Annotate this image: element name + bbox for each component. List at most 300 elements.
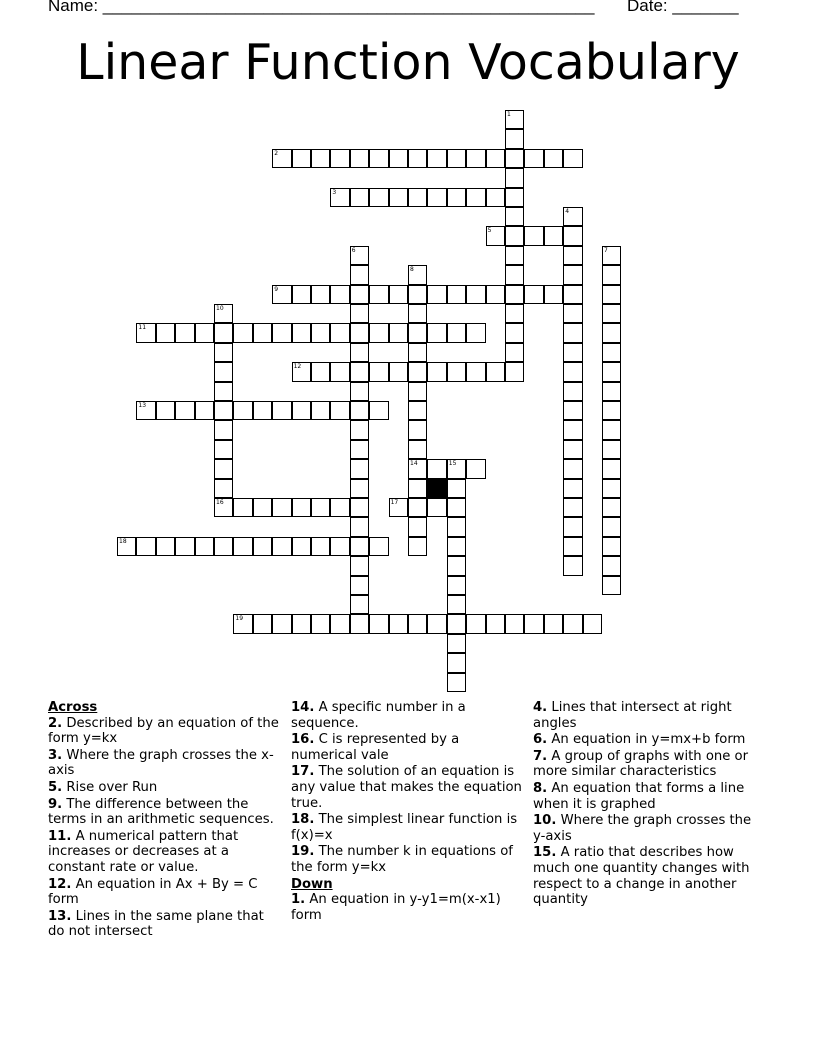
clue-text: An equation that forms a line when it is graphed xyxy=(533,780,745,812)
clue-number: 4 xyxy=(565,208,570,215)
grid-cell[interactable] xyxy=(408,459,427,478)
grid-cell[interactable] xyxy=(505,188,524,207)
clues-column-3 xyxy=(533,700,765,909)
grid-cell[interactable] xyxy=(292,614,311,633)
clue-item xyxy=(533,813,765,844)
clue-number: 14 xyxy=(410,460,418,468)
grid-cell[interactable] xyxy=(214,382,233,401)
grid-cell[interactable] xyxy=(427,188,446,207)
grid-cell[interactable] xyxy=(408,498,427,517)
grid-cell[interactable] xyxy=(447,323,466,342)
clue-item xyxy=(48,716,280,747)
grid-cell[interactable] xyxy=(563,382,582,401)
clue-number-label: 19. xyxy=(291,844,315,860)
grid-cell[interactable] xyxy=(505,304,524,323)
grid-cell[interactable] xyxy=(233,323,252,342)
grid-cell[interactable] xyxy=(214,420,233,439)
grid-cell[interactable] xyxy=(311,614,330,633)
clue-number-label: 15. xyxy=(533,845,557,861)
grid-cell[interactable] xyxy=(466,362,485,381)
grid-cell[interactable] xyxy=(272,149,291,168)
grid-cell[interactable] xyxy=(214,343,233,362)
grid-cell[interactable] xyxy=(350,285,369,304)
clue-item xyxy=(533,781,765,812)
clue-item xyxy=(48,748,280,779)
grid-cell[interactable] xyxy=(563,556,582,575)
grid-cell[interactable] xyxy=(447,149,466,168)
clue-number: 15 xyxy=(448,460,457,468)
grid-cell[interactable] xyxy=(350,479,369,498)
clue-text: C is represented by a numerical vale xyxy=(291,732,460,763)
grid-cell[interactable] xyxy=(330,537,349,556)
clue-number: 19 xyxy=(235,615,244,623)
grid-cell[interactable] xyxy=(602,246,621,265)
grid-cell[interactable] xyxy=(311,537,330,556)
grid-cell[interactable] xyxy=(350,188,369,207)
grid-cell[interactable] xyxy=(253,498,272,517)
grid-cell[interactable] xyxy=(563,401,582,420)
grid-cell[interactable] xyxy=(350,304,369,323)
grid-cell[interactable] xyxy=(408,517,427,536)
across-heading: Across xyxy=(48,700,98,715)
clue-number: 10 xyxy=(216,305,224,312)
grid-cell[interactable] xyxy=(253,614,272,633)
grid-cell[interactable] xyxy=(602,440,621,459)
grid-cell[interactable] xyxy=(330,498,349,517)
grid-cell[interactable] xyxy=(350,517,369,536)
clue-text: Where the graph crosses the y-axis xyxy=(533,813,752,844)
grid-cell[interactable] xyxy=(330,285,349,304)
grid-cell[interactable] xyxy=(602,323,621,342)
grid-cell[interactable] xyxy=(350,556,369,575)
clue-number-label: 5. xyxy=(48,779,63,795)
clue-number: 13 xyxy=(138,402,147,409)
grid-cell[interactable] xyxy=(563,479,582,498)
grid-cell[interactable] xyxy=(272,401,291,420)
clue-text: Rise over Run xyxy=(62,779,158,795)
grid-cell[interactable] xyxy=(602,343,621,362)
grid-cell[interactable] xyxy=(350,420,369,439)
grid-cell[interactable] xyxy=(350,382,369,401)
grid-cell[interactable] xyxy=(544,614,563,633)
grid-cell[interactable] xyxy=(563,459,582,478)
grid-cell[interactable] xyxy=(408,382,427,401)
grid-cell[interactable] xyxy=(214,440,233,459)
grid-cell[interactable] xyxy=(350,246,369,265)
clue-item xyxy=(533,845,765,907)
grid-cell[interactable] xyxy=(233,614,252,633)
clue-number-label: 9. xyxy=(48,796,63,812)
grid-cell[interactable] xyxy=(369,285,388,304)
grid-cell[interactable] xyxy=(350,343,369,362)
grid-cell[interactable] xyxy=(466,459,485,478)
clue-number: 17 xyxy=(390,499,399,506)
grid-cell[interactable] xyxy=(427,149,446,168)
grid-cell[interactable] xyxy=(408,440,427,459)
grid-cell[interactable] xyxy=(350,149,369,168)
clue-item xyxy=(533,749,765,780)
clue-text: An equation in y=mx+b form xyxy=(547,732,746,748)
grid-cell[interactable] xyxy=(563,285,582,304)
grid-cell[interactable] xyxy=(602,401,621,420)
grid-cell[interactable] xyxy=(389,149,408,168)
grid-cell[interactable] xyxy=(505,246,524,265)
grid-cell[interactable] xyxy=(447,498,466,517)
grid-cell[interactable] xyxy=(369,537,388,556)
clue-number: 6 xyxy=(351,246,356,254)
clue-number: 2 xyxy=(274,149,279,157)
date-field-label: Date: _______ xyxy=(627,0,739,15)
grid-cell[interactable] xyxy=(602,304,621,323)
grid-cell[interactable] xyxy=(156,323,175,342)
grid-cell[interactable] xyxy=(389,188,408,207)
grid-cell[interactable] xyxy=(408,285,427,304)
grid-cell[interactable] xyxy=(602,576,621,595)
grid-cell[interactable] xyxy=(233,401,252,420)
grid-cell[interactable] xyxy=(427,498,446,517)
grid-cell[interactable] xyxy=(175,323,194,342)
grid-cell[interactable] xyxy=(253,323,272,342)
clue-item xyxy=(291,764,523,811)
grid-cell[interactable] xyxy=(350,401,369,420)
grid-cell[interactable] xyxy=(292,498,311,517)
grid-cell[interactable] xyxy=(350,323,369,342)
grid-cell[interactable] xyxy=(602,556,621,575)
grid-cell[interactable] xyxy=(427,362,446,381)
grid-cell[interactable] xyxy=(602,285,621,304)
grid-cell[interactable] xyxy=(505,207,524,226)
grid-cell[interactable] xyxy=(330,362,349,381)
grid-cell[interactable] xyxy=(602,362,621,381)
grid-cell[interactable] xyxy=(195,323,214,342)
clue-number-label: 6. xyxy=(533,732,548,748)
grid-cell[interactable] xyxy=(253,537,272,556)
grid-cell[interactable] xyxy=(602,265,621,284)
grid-cell[interactable] xyxy=(524,149,543,168)
grid-cell[interactable] xyxy=(350,440,369,459)
grid-cell[interactable] xyxy=(447,188,466,207)
clue-text: The number k in equations of the form y=kx xyxy=(291,844,513,875)
clue-text: The solution of an equation is any value that makes the equation true. xyxy=(291,764,522,811)
grid-cell[interactable] xyxy=(447,517,466,536)
clue-item xyxy=(291,812,523,843)
grid-cell[interactable] xyxy=(505,362,524,381)
grid-cell[interactable] xyxy=(486,226,505,245)
grid-cell[interactable] xyxy=(408,420,427,439)
grid-cell[interactable] xyxy=(214,459,233,478)
clue-number: 5 xyxy=(487,227,492,235)
grid-cell[interactable] xyxy=(272,498,291,517)
clue-number: 18 xyxy=(119,537,127,545)
grid-cell[interactable] xyxy=(330,149,349,168)
grid-cell[interactable] xyxy=(350,576,369,595)
grid-cell[interactable] xyxy=(466,614,485,633)
grid-cell[interactable] xyxy=(330,323,349,342)
grid-cell[interactable] xyxy=(505,110,524,129)
grid-cell[interactable] xyxy=(602,479,621,498)
grid-cell[interactable] xyxy=(408,323,427,342)
grid-cell[interactable] xyxy=(292,362,311,381)
grid-cell[interactable] xyxy=(505,614,524,633)
clue-text: A numerical pattern that increases or decreases at a constant rate or value. xyxy=(48,828,239,875)
grid-cell[interactable] xyxy=(408,304,427,323)
grid-cell[interactable] xyxy=(524,226,543,245)
grid-cell[interactable] xyxy=(466,323,485,342)
grid-cell[interactable] xyxy=(311,498,330,517)
grid-cell[interactable] xyxy=(486,362,505,381)
grid-cell[interactable] xyxy=(447,653,466,672)
clue-number: 1 xyxy=(507,111,511,118)
grid-cell[interactable] xyxy=(408,479,427,498)
grid-cell[interactable] xyxy=(563,362,582,381)
grid-cell[interactable] xyxy=(563,323,582,342)
grid-cell[interactable] xyxy=(214,401,233,420)
clue-item xyxy=(291,892,523,923)
clue-number: 3 xyxy=(332,188,337,196)
grid-cell[interactable] xyxy=(311,149,330,168)
grid-cell[interactable] xyxy=(117,537,136,556)
name-field-label: Name: ____________________________________________________ xyxy=(48,0,595,15)
grid-cell[interactable] xyxy=(350,265,369,284)
clue-item xyxy=(48,797,280,828)
grid-cell[interactable] xyxy=(408,614,427,633)
grid-cell[interactable] xyxy=(447,479,466,498)
grid-cell[interactable] xyxy=(505,129,524,148)
grid-cell[interactable] xyxy=(408,537,427,556)
grid-cell[interactable] xyxy=(311,362,330,381)
clue-number-label: 12. xyxy=(48,876,72,892)
grid-cell[interactable] xyxy=(214,537,233,556)
clue-text: The difference between the terms in an arithmetic sequences. xyxy=(48,796,274,828)
grid-cell[interactable] xyxy=(486,285,505,304)
grid-cell[interactable] xyxy=(505,168,524,187)
grid-cell[interactable] xyxy=(505,285,524,304)
grid-cell[interactable] xyxy=(214,498,233,517)
grid-cell[interactable] xyxy=(292,149,311,168)
clue-number-label: 16. xyxy=(291,732,315,748)
clue-item xyxy=(291,732,523,763)
clue-number-label: 17. xyxy=(291,764,315,780)
grid-cell[interactable] xyxy=(272,614,291,633)
grid-cell[interactable] xyxy=(408,343,427,362)
clue-item xyxy=(291,844,523,875)
grid-cell[interactable] xyxy=(447,362,466,381)
grid-cell[interactable] xyxy=(156,537,175,556)
grid-cell[interactable] xyxy=(136,323,155,342)
grid-cell[interactable] xyxy=(427,614,446,633)
grid-cell[interactable] xyxy=(602,420,621,439)
grid-cell[interactable] xyxy=(563,207,582,226)
grid-cell[interactable] xyxy=(602,517,621,536)
grid-cell[interactable] xyxy=(447,634,466,653)
grid-cell[interactable] xyxy=(389,498,408,517)
grid-cell[interactable] xyxy=(563,498,582,517)
grid-cell[interactable] xyxy=(408,401,427,420)
grid-cell[interactable] xyxy=(311,285,330,304)
grid-block-cell xyxy=(427,479,446,498)
grid-cell[interactable] xyxy=(544,226,563,245)
clue-number: 16 xyxy=(216,499,224,506)
grid-cell[interactable] xyxy=(486,614,505,633)
clue-number-label: 10. xyxy=(533,813,557,829)
clue-text: Where the graph crosses the x-axis xyxy=(48,747,274,779)
grid-cell[interactable] xyxy=(447,285,466,304)
grid-cell[interactable] xyxy=(330,188,349,207)
grid-cell[interactable] xyxy=(602,382,621,401)
clue-text: Described by an equation of the form y=kx xyxy=(48,715,279,747)
clue-item xyxy=(533,700,765,731)
grid-cell[interactable] xyxy=(602,498,621,517)
grid-cell[interactable] xyxy=(427,285,446,304)
grid-cell[interactable] xyxy=(350,595,369,614)
grid-cell[interactable] xyxy=(292,323,311,342)
grid-cell[interactable] xyxy=(408,149,427,168)
grid-cell[interactable] xyxy=(233,498,252,517)
grid-cell[interactable] xyxy=(389,323,408,342)
grid-cell[interactable] xyxy=(447,673,466,692)
grid-cell[interactable] xyxy=(563,149,582,168)
clue-number-label: 7. xyxy=(533,748,548,764)
grid-cell[interactable] xyxy=(486,188,505,207)
clue-text: A group of graphs with one or more similar characteristics xyxy=(533,748,749,780)
grid-cell[interactable] xyxy=(272,537,291,556)
clue-item xyxy=(533,732,765,748)
grid-cell[interactable] xyxy=(175,401,194,420)
grid-cell[interactable] xyxy=(253,401,272,420)
clue-number: 12 xyxy=(293,363,302,371)
clue-item xyxy=(291,700,523,731)
grid-cell[interactable] xyxy=(563,537,582,556)
grid-cell[interactable] xyxy=(466,285,485,304)
grid-cell[interactable] xyxy=(563,517,582,536)
grid-cell[interactable] xyxy=(505,265,524,284)
grid-cell[interactable] xyxy=(505,149,524,168)
clue-text: A specific number in a sequence. xyxy=(291,700,466,731)
grid-cell[interactable] xyxy=(447,556,466,575)
grid-cell[interactable] xyxy=(563,420,582,439)
grid-cell[interactable] xyxy=(447,576,466,595)
grid-cell[interactable] xyxy=(563,614,582,633)
grid-cell[interactable] xyxy=(195,401,214,420)
grid-cell[interactable] xyxy=(544,149,563,168)
clue-text: An equation in Ax + By = C form xyxy=(48,876,258,908)
grid-cell[interactable] xyxy=(272,285,291,304)
grid-cell[interactable] xyxy=(233,537,252,556)
clue-text: Lines that intersect at right angles xyxy=(533,700,732,731)
grid-cell[interactable] xyxy=(563,246,582,265)
grid-cell[interactable] xyxy=(389,285,408,304)
grid-cell[interactable] xyxy=(447,614,466,633)
clue-text: An equation in y-y1=m(x-x1) form xyxy=(291,892,501,923)
grid-cell[interactable] xyxy=(505,323,524,342)
clue-number: 11 xyxy=(138,324,147,332)
grid-cell[interactable] xyxy=(408,265,427,284)
grid-cell[interactable] xyxy=(447,537,466,556)
grid-cell[interactable] xyxy=(447,459,466,478)
grid-cell[interactable] xyxy=(214,304,233,323)
grid-cell[interactable] xyxy=(350,498,369,517)
grid-cell[interactable] xyxy=(563,265,582,284)
clue-number-label: 8. xyxy=(533,780,548,796)
grid-cell[interactable] xyxy=(427,323,446,342)
grid-cell[interactable] xyxy=(195,537,214,556)
grid-cell[interactable] xyxy=(156,401,175,420)
grid-cell[interactable] xyxy=(292,401,311,420)
clue-number-label: 13. xyxy=(48,908,72,924)
grid-cell[interactable] xyxy=(408,362,427,381)
grid-cell[interactable] xyxy=(447,595,466,614)
clue-number-label: 18. xyxy=(291,812,315,828)
grid-cell[interactable] xyxy=(544,285,563,304)
grid-cell[interactable] xyxy=(563,226,582,245)
grid-cell[interactable] xyxy=(292,285,311,304)
grid-cell[interactable] xyxy=(486,149,505,168)
grid-cell[interactable] xyxy=(583,614,602,633)
grid-cell[interactable] xyxy=(369,188,388,207)
grid-cell[interactable] xyxy=(369,614,388,633)
grid-cell[interactable] xyxy=(272,323,291,342)
grid-cell[interactable] xyxy=(350,459,369,478)
grid-cell[interactable] xyxy=(136,537,155,556)
grid-cell[interactable] xyxy=(369,401,388,420)
grid-cell[interactable] xyxy=(602,537,621,556)
grid-cell[interactable] xyxy=(505,343,524,362)
clue-number-label: 1. xyxy=(291,892,306,908)
clue-text: Lines in the same plane that do not intersect xyxy=(48,908,264,940)
grid-cell[interactable] xyxy=(563,440,582,459)
grid-cell[interactable] xyxy=(369,149,388,168)
grid-cell[interactable] xyxy=(369,323,388,342)
grid-cell[interactable] xyxy=(330,614,349,633)
grid-cell[interactable] xyxy=(350,614,369,633)
grid-cell[interactable] xyxy=(466,188,485,207)
clue-item xyxy=(48,877,280,908)
clues-column-1 xyxy=(48,700,280,941)
grid-cell[interactable] xyxy=(350,362,369,381)
clue-number-label: 4. xyxy=(533,700,548,715)
clue-item xyxy=(48,909,280,940)
grid-cell[interactable] xyxy=(563,343,582,362)
grid-cell[interactable] xyxy=(602,459,621,478)
grid-cell[interactable] xyxy=(136,401,155,420)
clue-number-label: 2. xyxy=(48,715,63,731)
grid-cell[interactable] xyxy=(369,362,388,381)
grid-cell[interactable] xyxy=(563,304,582,323)
grid-cell[interactable] xyxy=(466,149,485,168)
grid-cell[interactable] xyxy=(350,537,369,556)
grid-cell[interactable] xyxy=(214,362,233,381)
grid-cell[interactable] xyxy=(524,614,543,633)
grid-cell[interactable] xyxy=(408,188,427,207)
grid-cell[interactable] xyxy=(311,323,330,342)
grid-cell[interactable] xyxy=(524,285,543,304)
clue-text: A ratio that describes how much one quantity changes with respect to a change in another quantity xyxy=(533,845,750,908)
clue-item xyxy=(48,780,280,796)
clue-number-label: 3. xyxy=(48,747,63,763)
page-title: Linear Function Vocabulary xyxy=(76,34,740,91)
clue-item xyxy=(48,829,280,876)
grid-cell[interactable] xyxy=(389,614,408,633)
grid-cell[interactable] xyxy=(427,459,446,478)
grid-cell[interactable] xyxy=(214,323,233,342)
grid-cell[interactable] xyxy=(292,537,311,556)
grid-cell[interactable] xyxy=(214,479,233,498)
grid-cell[interactable] xyxy=(505,226,524,245)
grid-cell[interactable] xyxy=(175,537,194,556)
grid-cell[interactable] xyxy=(389,362,408,381)
grid-cell[interactable] xyxy=(330,401,349,420)
grid-cell[interactable] xyxy=(311,401,330,420)
